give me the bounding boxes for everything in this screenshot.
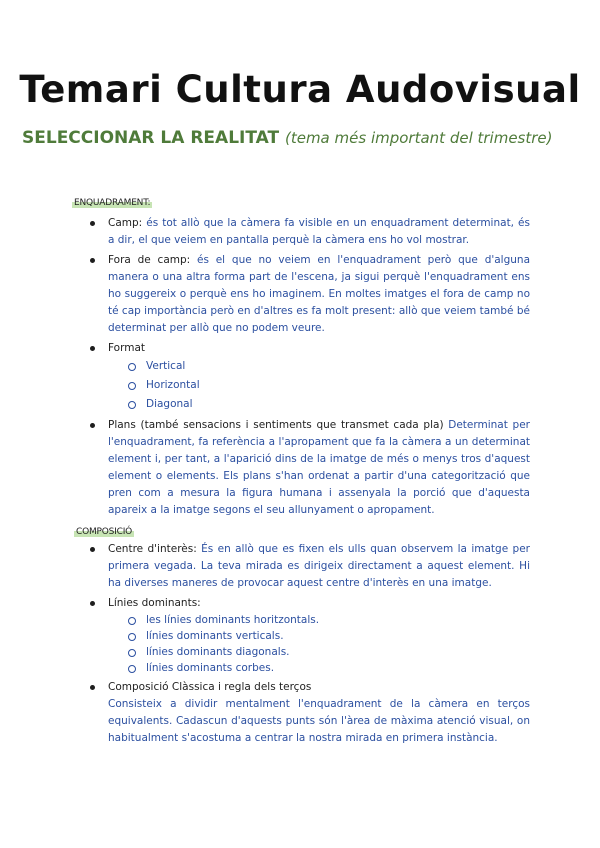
bullet-icon xyxy=(90,221,95,226)
bullet-icon xyxy=(90,346,95,351)
sublist-item xyxy=(108,612,530,628)
bullet-icon xyxy=(90,423,95,428)
sublist-item-text: Diagonal xyxy=(146,398,193,410)
bullet-icon xyxy=(90,685,95,690)
format-sublist xyxy=(108,357,530,414)
list-item-composicio-classica xyxy=(74,679,530,747)
item-text: És en allò que es fixen els ulls quan observem la imatge per primera vegada. La teva mirada es dirigeix directament a aquest element. Hi ha diverses maneres de provocar aquest centre d'interès en una imatge. xyxy=(108,543,530,589)
sublist-item xyxy=(108,644,530,660)
list-item-fora-de-camp xyxy=(74,252,530,337)
circle-bullet-icon xyxy=(128,633,136,641)
page-title: Temari Cultura Audovisual xyxy=(19,68,581,111)
item-text: és tot allò que la càmera fa visible en un enquadrament determinat, és a dir, el que veiem en pantalla perquè la càmera ens ho vol mostrar. xyxy=(108,217,530,246)
circle-bullet-icon xyxy=(128,382,136,390)
item-text: és el que no veiem en l'enquadrament però que d'alguna manera o una altra forma part de l'escena, ja sigui perquè l'enquadrament ens ho suggereix o perquè ens ho imaginem. En moltes imatges el fora de camp no té cap importància però en d'altres es fa molt present: allò que veiem també bé determinat per allò que no podem veure. xyxy=(108,254,530,334)
sublist-item xyxy=(108,628,530,644)
sublist-item-text: línies dominants verticals. xyxy=(146,630,284,642)
sublist-item-text: les línies dominants horitzontals. xyxy=(146,614,320,626)
item-label: Fora de camp: xyxy=(108,254,191,266)
circle-bullet-icon xyxy=(128,649,136,657)
item-text: Determinat per l'enquadrament, fa referència a l'apropament que fa la càmera a un determinat element i, per tant, a l'aparició dins de la imatge de més o menys tros d'aquest element o elements. Els plans s'han ordenat a partir d'una categorització que pren com a mesura la figura humana i assenyala la porció que d'aquesta apareix a la imatge segons el seu allunyament o apropament. xyxy=(108,419,530,516)
item-label: Composició Clàssica i regla dels terços xyxy=(108,681,312,693)
item-label: Camp: xyxy=(108,217,143,229)
list-item-camp xyxy=(74,215,530,249)
circle-bullet-icon xyxy=(128,617,136,625)
bullet-icon xyxy=(90,258,95,263)
page-subtitle xyxy=(22,128,592,148)
section-heading-composicio: COMPOSICIÓ xyxy=(76,527,133,537)
list-item-plans xyxy=(74,417,530,519)
item-label: Plans (també sensacions i sentiments que transmet cada pla) xyxy=(108,419,444,431)
circle-bullet-icon xyxy=(128,665,136,673)
linies-sublist xyxy=(108,612,530,676)
composicio-list xyxy=(74,541,530,747)
subtitle-main: SELECCIONAR LA REALITAT xyxy=(22,128,280,148)
list-item-linies-dominants xyxy=(74,595,530,676)
list-item-format xyxy=(74,340,530,414)
subtitle-note: (tema més important del trimestre) xyxy=(284,129,553,147)
bullet-icon xyxy=(90,547,95,552)
sublist-item-text: Vertical xyxy=(146,360,186,372)
sublist-item xyxy=(108,357,530,376)
sublist-item xyxy=(108,376,530,395)
sublist-item xyxy=(108,660,530,676)
sublist-item-text: línies dominants diagonals. xyxy=(146,646,290,658)
notes-content xyxy=(74,190,530,747)
item-label: Centre d'interès: xyxy=(108,543,197,555)
enquadrament-list xyxy=(74,215,530,519)
bullet-icon xyxy=(90,601,95,606)
item-label: Línies dominants: xyxy=(108,597,201,609)
sublist-item-text: Horizontal xyxy=(146,379,200,391)
sublist-item-text: línies dominants corbes. xyxy=(146,662,275,674)
item-label: Format xyxy=(108,342,146,354)
item-text: Consisteix a dividir mentalment l'enquadrament de la càmera en terços equivalents. Cadascun d'aquests punts són l'àrea de màxima atenció visual, on habitualment s'acostuma a centrar la nostra mirada en primera instància. xyxy=(108,698,530,744)
circle-bullet-icon xyxy=(128,401,136,409)
list-item-centre-interes xyxy=(74,541,530,592)
circle-bullet-icon xyxy=(128,363,136,371)
sublist-item xyxy=(108,395,530,414)
section-heading-enquadrament: ENQUADRAMENT: xyxy=(74,198,151,208)
